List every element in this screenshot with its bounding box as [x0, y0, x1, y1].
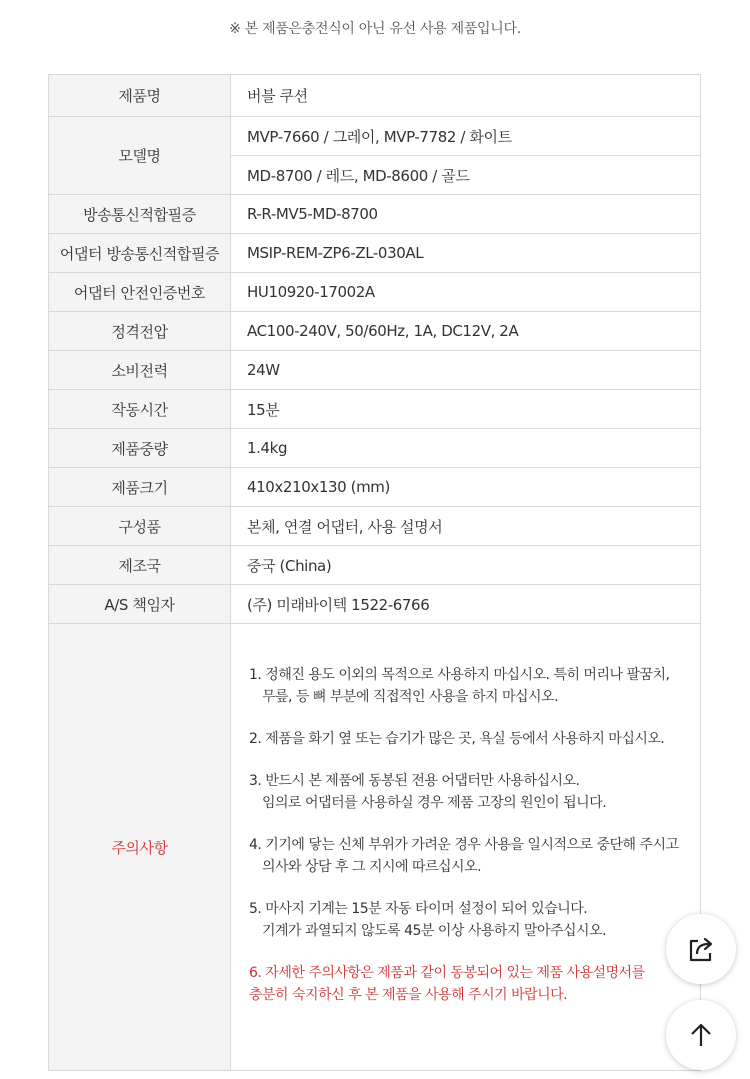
spec-value: 15분 [231, 390, 701, 429]
caution-line: 6. 자세한 주의사항은 제품과 같이 동봉되어 있는 제품 사용설명서를 [249, 965, 645, 981]
spec-value: 버블 쿠션 [231, 75, 701, 117]
spec-value: 410x210x130 (mm) [231, 468, 701, 507]
spec-label: 모델명 [49, 117, 231, 195]
caution-item [249, 834, 686, 878]
table-row [49, 195, 701, 234]
spec-value: 24W [231, 351, 701, 390]
spec-value: 본체, 연결 어댑터, 사용 설명서 [231, 507, 701, 546]
product-spec-table [48, 74, 701, 1071]
caution-item [249, 728, 686, 750]
caution-item-important [249, 962, 686, 1006]
spec-label: 구성품 [49, 507, 231, 546]
spec-label: 제조국 [49, 546, 231, 585]
scroll-top-button[interactable] [666, 1000, 736, 1070]
spec-label: 정격전압 [49, 312, 231, 351]
spec-value: 중국 (China) [231, 546, 701, 585]
table-row [49, 390, 701, 429]
caution-item [249, 664, 686, 708]
spec-value: 1.4kg [231, 429, 701, 468]
table-row [49, 273, 701, 312]
spec-label: 어댑터 방송통신적합필증 [49, 234, 231, 273]
caution-content [231, 624, 701, 1071]
caution-list [231, 624, 700, 1070]
caution-line: 무릎, 등 뼈 부분에 직접적인 사용을 하지 마십시오. [262, 689, 559, 705]
table-row [49, 312, 701, 351]
caution-line: 3. 반드시 본 제품에 동봉된 전용 어댑터만 사용하십시오. [249, 773, 580, 789]
spec-label: 방송통신적합필증 [49, 195, 231, 234]
caution-row [49, 624, 701, 1071]
table-row [49, 546, 701, 585]
spec-label: 어댑터 안전인증번호 [49, 273, 231, 312]
share-button[interactable] [666, 914, 736, 984]
table-row [49, 468, 701, 507]
spec-label: A/S 책임자 [49, 585, 231, 624]
caution-line: 충분히 숙지하신 후 본 제품을 사용해 주시기 바랍니다. [249, 987, 568, 1003]
table-row [49, 234, 701, 273]
spec-label: 소비전력 [49, 351, 231, 390]
arrow-up-icon [685, 1019, 717, 1051]
spec-label: 제품중량 [49, 429, 231, 468]
caution-line: 의사와 상담 후 그 지시에 따르십시오. [262, 859, 482, 875]
caution-line: 1. 정해진 용도 이외의 목적으로 사용하지 마십시오. 특히 머리나 팔꿈치, [249, 667, 670, 683]
caution-line: 5. 마사지 기계는 15분 자동 타이머 설정이 되어 있습니다. [249, 901, 588, 917]
spec-value: R-R-MV5-MD-8700 [231, 195, 701, 234]
table-row [49, 429, 701, 468]
table-row [49, 585, 701, 624]
spec-value: MD-8700 / 레드, MD-8600 / 골드 [231, 156, 701, 195]
spec-value: MVP-7660 / 그레이, MVP-7782 / 화이트 [231, 117, 701, 156]
spec-label: 작동시간 [49, 390, 231, 429]
caution-item [249, 898, 686, 942]
table-row [49, 75, 701, 117]
spec-value: (주) 미래바이텍 1522-6766 [231, 585, 701, 624]
table-row [49, 117, 701, 156]
table-row [49, 351, 701, 390]
spec-value: HU10920-17002A [231, 273, 701, 312]
caution-item [249, 770, 686, 814]
caution-line: 2. 제품을 화기 옆 또는 습기가 많은 곳, 욕실 등에서 사용하지 마십시오. [249, 731, 665, 747]
share-icon [684, 932, 718, 966]
caution-label: 주의사항 [49, 624, 231, 1071]
spec-value: MSIP-REM-ZP6-ZL-030AL [231, 234, 701, 273]
caution-line: 임의로 어댑터를 사용하실 경우 제품 고장의 원인이 됩니다. [262, 795, 607, 811]
caution-line: 4. 기기에 닿는 신체 부위가 가려운 경우 사용을 일시적으로 중단해 주시고 [249, 837, 679, 853]
spec-label: 제품명 [49, 75, 231, 117]
caution-line: 기계가 과열되지 않도록 45분 이상 사용하지 말아주십시오. [262, 923, 607, 939]
usage-notice: ※ 본 제품은충전식이 아닌 유선 사용 제품입니다. [229, 21, 521, 37]
table-row [49, 507, 701, 546]
spec-label: 제품크기 [49, 468, 231, 507]
spec-value: AC100-240V, 50/60Hz, 1A, DC12V, 2A [231, 312, 701, 351]
